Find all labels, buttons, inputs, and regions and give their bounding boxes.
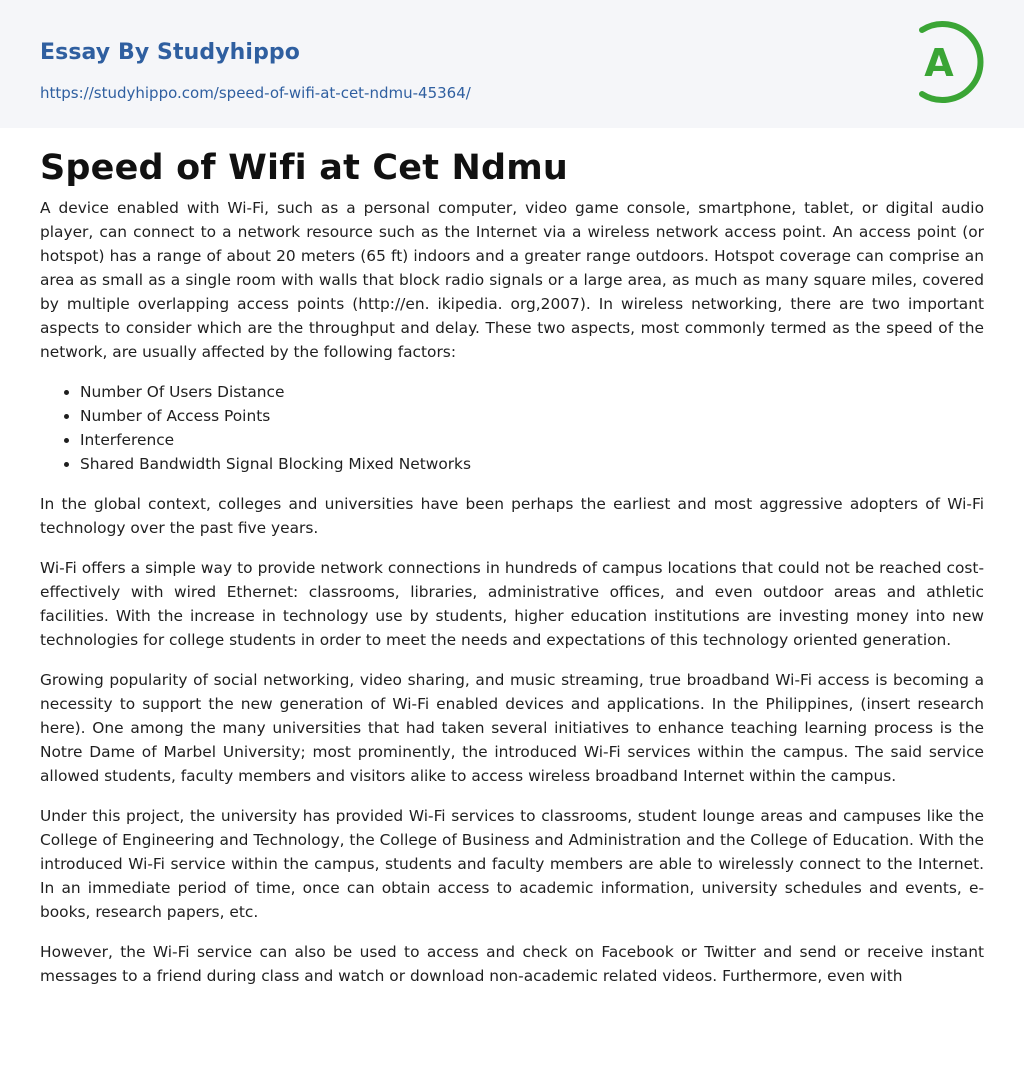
essay-paragraph-6: However, the Wi-Fi service can also be used to access and check on Facebook or Twitter and send or receive instant messages to a friend during class and watch or download non-academic related videos. Furthermore, even with [40,943,984,985]
factors-list [40,380,984,476]
essay-url-link[interactable]: https://studyhippo.com/speed-of-wifi-at-cet-ndmu-45364/ [40,84,471,102]
essay-paragraph-1: A device enabled with Wi-Fi, such as a personal computer, video game console, smartphone, tablet, or digital audio player, can connect to a network resource such as the Internet via a wireless network access point. An access point (or hotspot) has a range of about 20 meters (65 ft) indoors and a greater range outdoors. Hotspot coverage can comprise an area as small as a single room with walls that block radio signals or a large area, as much as many square miles, covered by multiple overlapping access points (http://en. ikipedia. org,2007). In wireless networking, there are two important aspects to consider which are the throughput and delay. These two aspects, most commonly termed as the speed of the network, are usually affected by the following factors: [40,199,984,361]
studyhippo-logo-icon[interactable] [912,18,988,106]
logo-letter: A [924,41,954,85]
factor-item: • Interference [80,428,984,452]
brand-title[interactable]: Essay By Studyhippo [40,40,300,65]
essay-paragraph-5: Under this project, the university has provided Wi-Fi services to classrooms, student lounge areas and campuses like the College of Engineering and Technology, the College of Business and Administration and the College of Education. With the introduced Wi-Fi service within the campus, students and faculty members are able to wirelessly connect to the Internet. In an immediate period of time, once can obtain access to academic information, university schedules and events, e-books, research papers, etc. [40,807,984,921]
factor-item: • Number of Access Points [80,404,984,428]
site-header [0,0,1024,128]
essay-paragraph-2: In the global context, colleges and universities have been perhaps the earliest and most aggressive adopters of Wi-Fi technology over the past five years. [40,495,984,537]
factor-item: • Shared Bandwidth Signal Blocking Mixed Networks [80,452,984,476]
factor-item: • Number Of Users Distance [80,380,984,404]
essay-title: Speed of Wifi at Cet Ndmu [40,148,569,188]
essay-paragraph-4: Growing popularity of social networking, video sharing, and music streaming, true broadband Wi-Fi access is becoming a necessity to support the new generation of Wi-Fi enabled devices and applications. In the Philippines, (insert research here). One among the many universities that had taken several initiatives to enhance teaching learning process is the Notre Dame of Marbel University; most prominently, the introduced Wi-Fi services within the campus. The said service allowed students, faculty members and visitors alike to access wireless broadband Internet within the campus. [40,671,984,785]
essay-paragraph-3: Wi-Fi offers a simple way to provide network connections in hundreds of campus locations that could not be reached cost-effectively with wired Ethernet: classrooms, libraries, administrative offices, and even outdoor areas and athletic facilities. With the increase in technology use by students, higher education institutions are investing money into new technologies for college students in order to meet the needs and expectations of this technology oriented generation. [40,559,984,649]
essay-content [40,146,984,1004]
